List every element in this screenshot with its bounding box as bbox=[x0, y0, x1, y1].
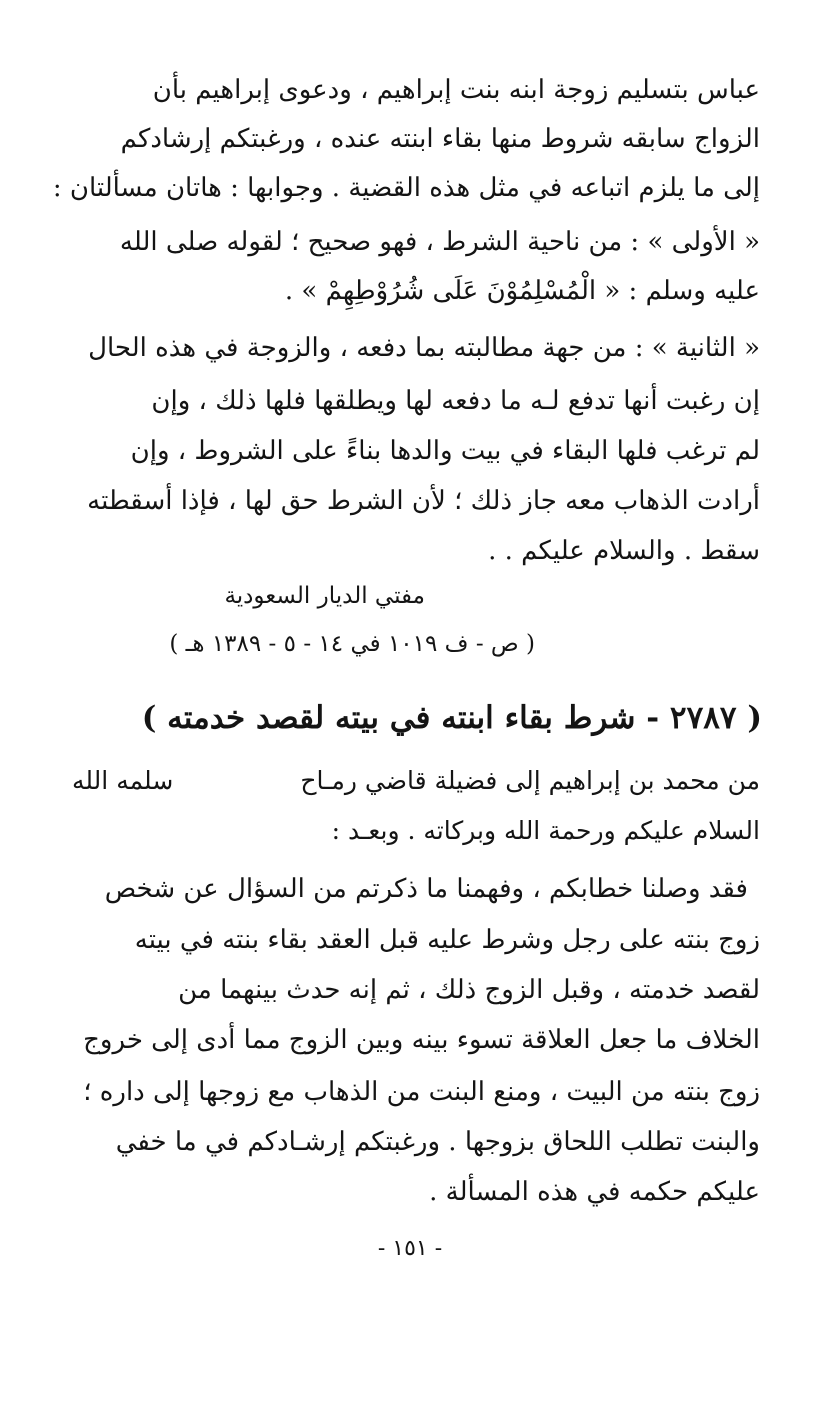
body-line: الخلاف ما جعل العلاقة تسوء بينه وبين الزوج مما أدى إلى خروج bbox=[83, 1025, 760, 1055]
body-line: « الأولى » : من ناحية الشرط ، فهو صحيح ؛ لقوله صلى الله bbox=[119, 227, 760, 257]
body-line: زوج بنته من البيت ، ومنع البنت من الذهاب مع زوجها إلى داره ؛ bbox=[83, 1077, 760, 1107]
body-line: والبنت تطلب اللحاق بزوجها . ورغبتكم إرشـادكم في ما خفي bbox=[115, 1127, 760, 1157]
body-line: سقط . والسلام عليكم . . bbox=[488, 536, 760, 566]
body-line: إلى ما يلزم اتباعه في مثل هذه القضية . وجوابها : هاتان مسألتان : bbox=[52, 173, 760, 203]
body-line: زوج بنته على رجل وشرط عليه قبل العقد بقاء بنته في بيته bbox=[134, 925, 760, 955]
body-line: إن رغبت أنها تدفع لـه ما دفعه لها ويطلقها فلها ذلك ، وإن bbox=[151, 386, 760, 416]
signer-title: مفتي الديار السعودية bbox=[224, 583, 425, 609]
body-line: لقصد خدمته ، وقبل الزوج ذلك ، ثم إنه حدث بينهما من bbox=[178, 975, 760, 1005]
body-line: أرادت الذهاب معه جاز ذلك ؛ لأن الشرط حق لها ، فإذا أسقطته bbox=[87, 486, 760, 516]
fatwa-reference: ( ص - ف ١٠١٩ في ١٤ - ٥ - ١٣٨٩ هـ ) bbox=[169, 631, 535, 657]
salutation-line: السلام عليكم ورحمة الله وبركاته . وبعـد : bbox=[331, 816, 760, 845]
hadith-line: عليه وسلم : « الْمُسْلِمُوْنَ عَلَى شُرُوْطِهِمْ » . bbox=[284, 276, 760, 306]
body-line: فقد وصلنا خطابكم ، وفهمنا ما ذكرتم من السؤال عن شخص bbox=[104, 874, 748, 904]
page-number: - ١٥١ - bbox=[377, 1236, 443, 1261]
body-line: عليكم حكمه في هذه المسألة . bbox=[429, 1177, 760, 1207]
sender-blessing: سلمه الله bbox=[72, 766, 174, 795]
body-line: لم ترغب فلها البقاء في بيت والدها بناءً على الشروط ، وإن bbox=[130, 436, 760, 466]
sender-line: من محمد بن إبراهيم إلى فضيلة قاضي رمـاح bbox=[300, 766, 760, 795]
body-line: « الثانية » : من جهة مطالبته بما دفعه ، والزوجة في هذه الحال bbox=[88, 333, 760, 363]
section-heading: ( ٢٧٨٧ - شرط بقاء ابنته في بيته لقصد خدمته ) bbox=[141, 700, 762, 736]
body-line: الزواج سابقه شروط منها بقاء ابنته عنده ، ورغبتكم إرشادكم bbox=[120, 124, 760, 154]
body-line: عباس بتسليم زوجة ابنه بنت إبراهيم ، ودعوى إبراهيم بأن bbox=[152, 75, 760, 105]
